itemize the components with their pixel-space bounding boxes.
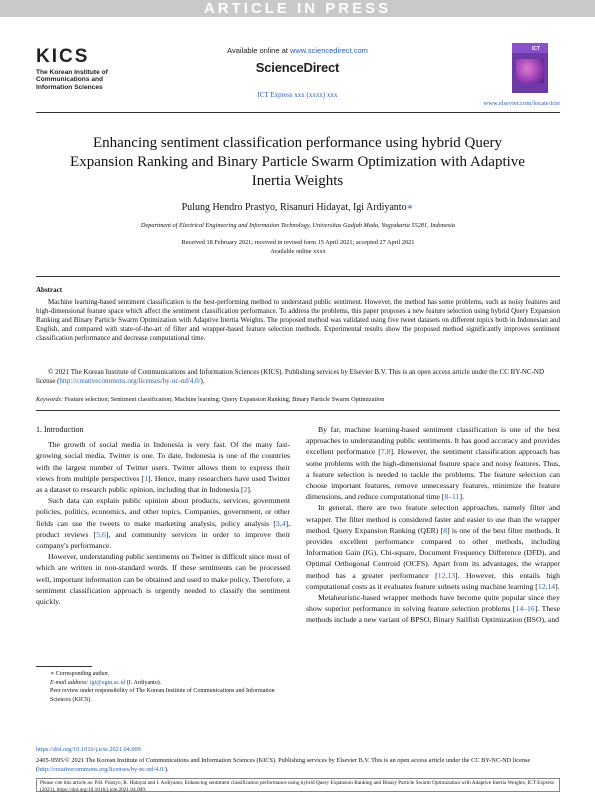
citation-link[interactable]: 8–11 bbox=[444, 492, 460, 502]
abstract-copyright: © 2021 The Korean Institute of Communications and Information Sciences (KICS). Publishing services by Elsevier B.V. This is an open access article under the CC BY-NC-ND license (http://creativecommons.org/licenses/by-nc-nd/4.0/). bbox=[36, 368, 545, 386]
kics-logo bbox=[36, 47, 136, 91]
citation-link[interactable]: 12,13 bbox=[437, 570, 456, 580]
article-dates: Received 18 February 2021; received in revised form 15 April 2021; accepted 27 April 2021 Available online xxxx bbox=[181, 239, 415, 255]
footnote-rule bbox=[36, 666, 92, 667]
citation-link[interactable]: 3,4 bbox=[275, 518, 286, 528]
journal-reference: ICT Express xxx (xxxx) xxx bbox=[257, 91, 338, 99]
citation-link[interactable]: 8 bbox=[443, 525, 448, 535]
citation-link[interactable]: 2 bbox=[243, 485, 248, 495]
journal-url-link[interactable]: www.elsevier.com/locate/icte bbox=[483, 100, 560, 107]
body-left-column bbox=[36, 424, 290, 607]
peer-review-note: Peer review under responsibility of The Korean Institute of Communications and Information Sciences (KICS). bbox=[50, 688, 275, 703]
paragraph: By far, machine learning-based sentiment classification is one of the best approaches to understanding public sentiments. It has good accuracy and provides excellent performance [7,8]. However, the sentiment classification approach has some problems with the high-dimensional feature space and noisy features. Thus, a feature selection is needed to tackle the problems. The feature selection can choose important features, remove unnecessary features, minimize the feature dimensions, and reduce computational time [8–11]. bbox=[306, 425, 560, 502]
header-divider bbox=[36, 112, 560, 113]
paragraph: Such data can explain public opinion about products, services, government policies, politics, economics, and other topics. Companies, government, or other fields can use the tweets to make marketing analysis, policy analysis [3,4], product reviews [5,6], and community services in order to improve their company's performance. bbox=[36, 496, 290, 551]
corresponding-author-mark[interactable]: ∗ bbox=[406, 202, 414, 213]
keywords: Keywords: Feature selection; Sentiment classification; Machine learning; Query Expansion Ranking; Binary Particle Swarm Optimization bbox=[36, 396, 385, 403]
license-link[interactable]: http://creativecommons.org/licenses/by-nc-nd/4.0/ bbox=[59, 377, 201, 386]
citation-link[interactable]: 12,14 bbox=[537, 581, 556, 591]
citation-box: Please cite this article as: P.H. Prastyo, R. Hidayat and I. Ardiyanto, Enhancing sentiment classification performance using hybrid Query Expansion Ranking and Binary Particle Swarm Optimization with Adaptive Inertia Weights, ICT Express (2021), https://doi.org/10.1016/j.icte.2021.04.009. bbox=[36, 778, 560, 792]
doi-link[interactable]: https://doi.org/10.1016/j.icte.2021.04.009 bbox=[36, 746, 141, 753]
abstract-bottom-divider bbox=[36, 410, 560, 411]
email-link[interactable]: igi@ugm.ac.id bbox=[89, 679, 126, 686]
corresponding-author-note: ∗ Corresponding author. bbox=[50, 671, 110, 677]
journal-cover-image bbox=[512, 43, 548, 93]
paragraph: In general, there are two feature selection approaches, namely filter and wrapper. The filter method is considered faster and easier to use than the wrapper method. Query Expansion Ranking (QER) [8] is one of the best filter methods. It provides excellent performance compared to other methods, including Information Gain (IG), Chi-square, Document Frequency Difference (DFD), and Optimal Orthogonal Centroid (OCFS). Apart from its advantages, the wrapper method has a greater performance [12,13]. However, this entails high computational costs as it evaluates feature subsets using machine learning [12,14]. bbox=[306, 503, 560, 591]
kics-logo-text: KICS bbox=[36, 46, 90, 67]
abstract-top-divider bbox=[36, 276, 560, 277]
abstract-text: Machine learning-based sentiment classification is the best-performing method to understand public sentiment. However, the method has some problems, such as noisy features and high-dimensional feature space which affect the sentiment classification performance. To address the problems, this paper proposes a new feature selection using hybrid Query Expansion Ranking and Binary Particle Swarm Optimization with Adaptive Inertia Weights. The proposed method was validated using five tweet datasets on different topics both in Indonesian and English, and compared with state-of-the-art of filter and wrapper-based feature selection methods. Experimental results show the proposed method significantly improves sentiment classification performance and decrease computational time. bbox=[36, 298, 560, 343]
paragraph: Metaheuristic-based wrapper methods have become quite popular since they show superior performance in solving feature selection problems [14–16]. These methods include a new variant of BPSO, Binary Sailfish Optimization (BSO), and bbox=[306, 593, 560, 625]
citation-link[interactable]: 14–16 bbox=[515, 604, 535, 614]
author-affiliation: Department of Electrical Engineering and Information Technology, Universitas Gadjah Mada, Yogyakarta 55281, Indonesia bbox=[140, 222, 456, 229]
issn-copyright: 2405-9595/© 2021 The Korean Institute of Communications and Information Sciences (KICS). Publishing services by Elsevier B.V. This is an open access article under the CC BY-NC-ND license (http://creativecommons.org/licenses/by-nc-nd/4.0/). bbox=[36, 757, 531, 773]
section-heading-introduction: 1. Introduction bbox=[36, 425, 84, 434]
email-line: E-mail address: igi@ugm.ac.id (I. Ardiyanto). bbox=[50, 679, 162, 686]
keywords-label: Keywords: bbox=[36, 396, 64, 403]
citation-link[interactable]: 1 bbox=[144, 473, 149, 483]
available-online-line: Available online at www.sciencedirect.com bbox=[227, 46, 368, 55]
journal-cover-text: ICT bbox=[532, 46, 541, 52]
paragraph: However, understanding public sentiments on Twitter is difficult since most of which are written in non-standard words. If these sentiments can be processed well, important information can be obtained and used to make policy. Therefore, a sentiment classification approach is urgently needed to classify the sentiment quickly. bbox=[36, 552, 290, 607]
kics-logo-subtitle: The Korean Institute of Communications and Information Sciences bbox=[36, 69, 108, 91]
footnote bbox=[36, 670, 290, 704]
citation-link[interactable]: 5,6 bbox=[96, 529, 106, 539]
abstract-heading: Abstract bbox=[36, 286, 63, 294]
article-authors: Pulung Hendro Prastyo, Risanuri Hidayat, Igi Ardiyanto∗ bbox=[181, 202, 414, 213]
citation-link[interactable]: 7,8 bbox=[380, 447, 391, 457]
article-in-press-banner: ARTICLE IN PRESS bbox=[0, 0, 595, 17]
sciencedirect-link[interactable]: www.sciencedirect.com bbox=[289, 46, 368, 55]
body-right-column bbox=[306, 424, 560, 626]
footer-license-link[interactable]: http://creativecommons.org/licenses/by-nc-nd/4.0/ bbox=[38, 766, 165, 773]
paragraph: The growth of social media in Indonesia is very fast. Of the many fast-growing social media, Twitter is one. To date, Indonesia is one of the countries with the largest number of Twitter users. Twitter allows them to express their views from multiple perspectives [1]. Hence, many researchers have used Twitter as a dataset to research public opinion, including that in Indonesia [2]. bbox=[36, 440, 290, 495]
sciencedirect-wordmark: ScienceDirect bbox=[255, 60, 340, 75]
article-title: Enhancing sentiment classification performance using hybrid Query Expansion Ranking and Binary Particle Swarm Optimization with Adaptive Inertia Weights bbox=[70, 135, 525, 189]
